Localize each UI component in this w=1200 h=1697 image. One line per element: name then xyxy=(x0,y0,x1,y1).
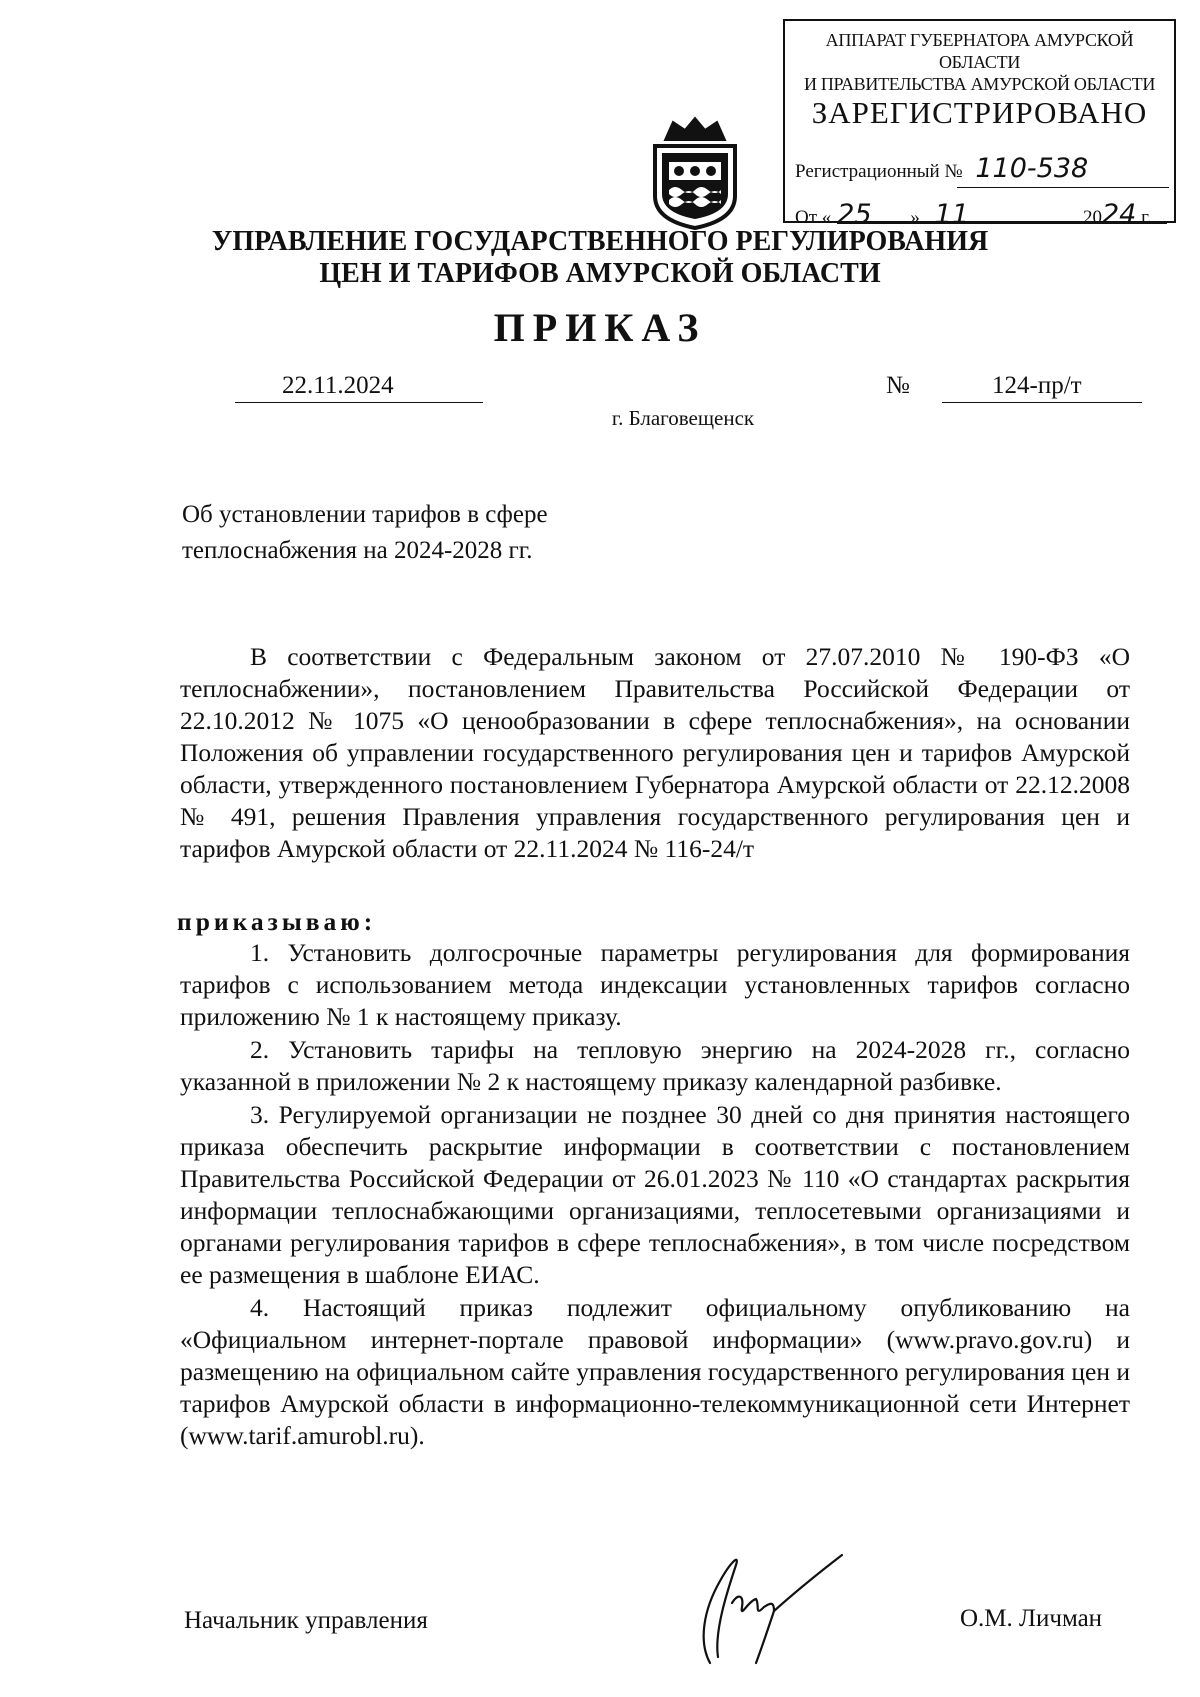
order-city: г. Благовещенск xyxy=(611,406,755,430)
stamp-date-underline xyxy=(837,223,1167,224)
order-item-2: 2. Установить тарифы на тепловую энергию на 2024-2028 гг., согласно указанной в приложении № 2 к настоящему приказу календарной разбивке. xyxy=(180,1035,1130,1096)
order-subject xyxy=(182,497,742,569)
stamp-org-line2: И ПРАВИТЕЛЬСТВА АМУРСКОЙ ОБЛАСТИ xyxy=(803,74,1156,94)
preamble-paragraph: В соответствии с Федеральным законом от 27.07.2010 № 190-ФЗ «О теплоснабжении», постановлением Правительства Российской Федерации от 22.10.2012 № 1075 «О ценообразовании в сфере теплоснабжения», на основании Положения об управлении государственного регулирования цен и тарифов Амурской области, утвержденного постановлением Губернатора Амурской области от 22.12.2008 № 491, решения Правления управления государственного регулирования цен и тарифов Амурской области от 22.11.2024 № 116-24/т xyxy=(180,642,1130,863)
stamp-year-label: г. xyxy=(1141,207,1152,228)
order-date-underline xyxy=(235,402,483,403)
registration-stamp xyxy=(783,19,1176,230)
stamp-registered-label: ЗАРЕГИСТРИРОВАНО xyxy=(811,95,1148,130)
document-title: ПРИКАЗ xyxy=(493,305,707,350)
order-number-underline xyxy=(942,402,1142,403)
stamp-number-underline xyxy=(957,187,1169,188)
stamp-month: 11 xyxy=(934,199,969,230)
order-number: 124-пр/т xyxy=(992,372,1082,399)
stamp-year-prefix: 20 xyxy=(1083,207,1102,228)
signatory-name: О.М. Личман xyxy=(960,1605,1103,1632)
stamp-year-suffix: 24 xyxy=(1102,199,1137,230)
stamp-day: 25 xyxy=(837,199,872,230)
order-word: приказываю: xyxy=(177,907,377,936)
order-item-3: 3. Регулируемой организации не позднее 30 дней со дня принятия настоящего приказа обеспечить раскрытие информации в соответствии с постановлением Правительства Российской Федерации от 26.01.2023 № 110 «О стандартах раскрытия информации теплоснабжающими организациями, теплосетевыми организациями и органами регулирования тарифов в сфере теплоснабжения», в том числе посредством ее размещения в шаблоне ЕИАС. xyxy=(180,1100,1130,1289)
coat-of-arms-icon xyxy=(643,112,747,232)
subject-line1: Об установлении тарифов в сфере xyxy=(182,501,548,528)
order-item-4: 4. Настоящий приказ подлежит официальному опубликованию на «Официальном интернет-портале правовой информации» (www.pravo.gov.ru) и размещению на официальном сайте управления государственного регулирования цен и тарифов Амурской области в информационно-телекоммуникационной сети Интернет (www.tarif.amurobl.ru). xyxy=(180,1293,1130,1450)
subject-line2: теплоснабжения на 2024-2028 гг. xyxy=(182,537,533,564)
order-item-1: 1. Установить долгосрочные параметры регулирования для формирования тарифов с использованием метода индексации установленных тарифов согласно приложению № 1 к настоящему приказу. xyxy=(180,938,1130,1031)
authority-name-line1: УПРАВЛЕНИЕ ГОСУДАРСТВЕННОГО РЕГУЛИРОВАНИЯ xyxy=(211,226,989,257)
stamp-reg-number-row xyxy=(795,153,1088,184)
stamp-month-separator: » xyxy=(910,207,920,228)
stamp-organization xyxy=(785,29,1174,95)
stamp-from-label: От « xyxy=(795,207,832,228)
stamp-reg-number-label: Регистрационный № xyxy=(795,161,963,182)
order-date: 22.11.2024 xyxy=(282,372,394,399)
signatory-position: Начальник управления xyxy=(184,1607,428,1634)
order-number-label: № xyxy=(886,372,910,399)
stamp-org-line1: АППАРАТ ГУБЕРНАТОРА АМУРСКОЙ ОБЛАСТИ xyxy=(825,30,1134,72)
authority-name-line2: ЦЕН И ТАРИФОВ АМУРСКОЙ ОБЛАСТИ xyxy=(319,258,881,289)
stamp-reg-number: 110-538 xyxy=(975,153,1089,184)
handwritten-signature-icon xyxy=(670,1545,850,1675)
